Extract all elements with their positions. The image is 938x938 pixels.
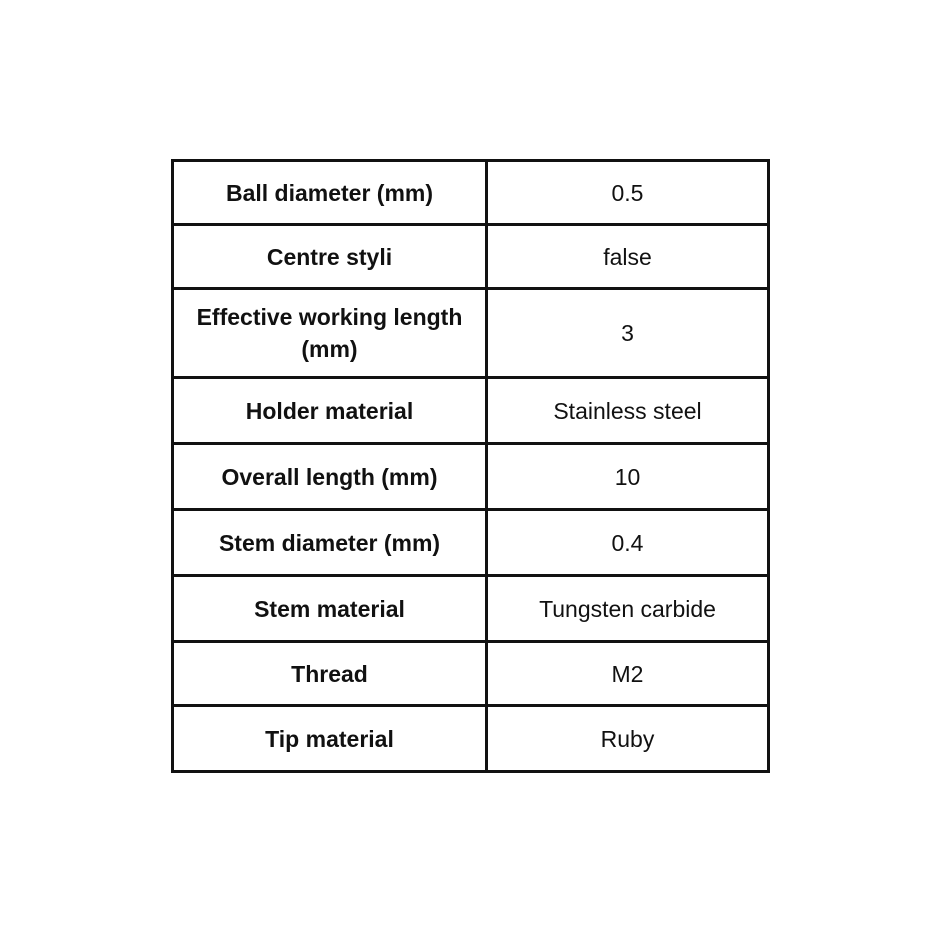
table-row (173, 289, 769, 378)
row-label: Holder material (173, 378, 487, 444)
row-label: Thread (173, 642, 487, 706)
row-value: 0.5 (487, 161, 769, 225)
row-value: Ruby (487, 706, 769, 772)
spec-table (171, 159, 770, 773)
row-label: Tip material (173, 706, 487, 772)
table-row (173, 576, 769, 642)
table-row (173, 706, 769, 772)
row-value: 3 (487, 289, 769, 378)
table-row (173, 378, 769, 444)
table-row (173, 225, 769, 289)
row-value: M2 (487, 642, 769, 706)
table-row (173, 444, 769, 510)
row-value: 0.4 (487, 510, 769, 576)
row-value: false (487, 225, 769, 289)
table-row (173, 642, 769, 706)
row-label: Effective working length (mm) (173, 289, 487, 378)
row-value: 10 (487, 444, 769, 510)
row-label: Ball diameter (mm) (173, 161, 487, 225)
row-value: Tungsten carbide (487, 576, 769, 642)
row-label: Stem material (173, 576, 487, 642)
row-label: Overall length (mm) (173, 444, 487, 510)
table-row (173, 510, 769, 576)
row-value: Stainless steel (487, 378, 769, 444)
table-row (173, 161, 769, 225)
row-label: Centre styli (173, 225, 487, 289)
row-label: Stem diameter (mm) (173, 510, 487, 576)
